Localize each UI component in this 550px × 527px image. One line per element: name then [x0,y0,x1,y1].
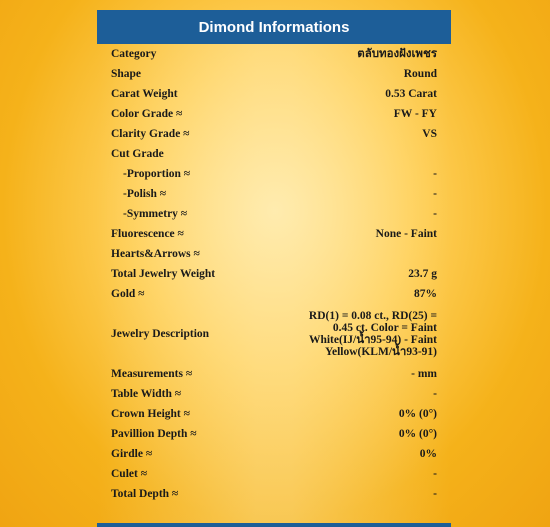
row-value-measurements: - mm [411,368,437,380]
row-label-gold: Gold ≈ [111,288,145,300]
table-row [111,124,437,144]
row-label-crown-height: Crown Height ≈ [111,408,190,420]
panel-footer-bar [97,523,451,527]
table-row [111,444,437,464]
diamond-info-panel [97,10,451,527]
row-value-crown-height: 0% (0°) [398,408,437,420]
row-value-pavillion-depth: 0% (0°) [398,428,437,440]
row-label-fluorescence: Fluorescence ≈ [111,228,184,240]
panel-header [97,10,451,44]
row-label-pavillion-depth: Pavillion Depth ≈ [111,428,197,440]
row-label-cut-grade: Cut Grade [111,148,164,160]
table-row [111,204,437,224]
row-value-table-width: - [433,388,437,400]
row-value-cut-grade [303,144,437,164]
row-value-color-grade: FW - FY [393,108,437,120]
table-row [111,64,437,84]
row-value-shape: Round [403,68,437,80]
row-label-girdle: Girdle ≈ [111,448,153,460]
row-value-total-depth: - [433,488,437,500]
row-value-culet: - [433,468,437,480]
table-row [111,384,437,404]
table-row [111,84,437,104]
row-value-proportion: - [433,168,437,180]
table-row [111,264,437,284]
row-value-clarity-grade: VS [422,128,437,140]
panel-title: Dimond Informations [198,18,350,36]
row-value-girdle: 0% [419,448,437,460]
table-row [111,464,437,484]
table-row [111,284,437,304]
row-value-gold: 87% [414,288,437,300]
table-row [111,44,437,64]
row-label-culet: Culet ≈ [111,468,148,480]
row-label-color-grade: Color Grade ≈ [111,108,183,120]
row-label-total-jewelry-weight: Total Jewelry Weight [111,268,216,280]
table-row [111,164,437,184]
row-label-hearts-arrows: Hearts&Arrows ≈ [111,248,200,260]
row-value-symmetry: - [433,208,437,220]
row-value-carat-weight: 0.53 Carat [385,88,437,100]
row-label-carat-weight: Carat Weight [111,88,178,100]
row-value-total-jewelry-weight: 23.7 g [408,268,437,280]
table-row [111,484,437,504]
row-label-category: Category [111,48,157,60]
table-row [111,244,437,264]
table-row [111,224,437,244]
row-label-table-width: Table Width ≈ [111,388,182,400]
table-row [111,364,437,384]
row-value-polish: - [433,188,437,200]
row-label-proportion: -Proportion ≈ [123,168,191,180]
row-label-total-depth: Total Depth ≈ [111,488,179,500]
row-label-polish: -Polish ≈ [123,188,167,200]
row-value-jewelry-description: RD(1) = 0.08 ct., RD(25) = 0.45 ct. Color = Faint White(IJ/น้ำ95-94) - Faint Yellow(KLM/น้ำ93-91) [308,310,437,358]
table-row [111,424,437,444]
row-label-jewelry-description: Jewelry Description [111,328,210,340]
row-label-measurements: Measurements ≈ [111,368,193,380]
row-label-shape: Shape [111,68,142,80]
row-value-fluorescence: None - Faint [375,228,437,240]
table-row [111,184,437,204]
row-value-hearts-arrows [303,244,437,264]
row-label-clarity-grade: Clarity Grade ≈ [111,128,190,140]
table-row [111,144,437,164]
row-label-symmetry: -Symmetry ≈ [123,208,188,220]
table-row [111,404,437,424]
table-row [111,104,437,124]
row-value-category: ตลับทองฝังเพชร [357,48,437,60]
table-row [111,304,437,364]
diamond-spec-table [111,44,437,504]
